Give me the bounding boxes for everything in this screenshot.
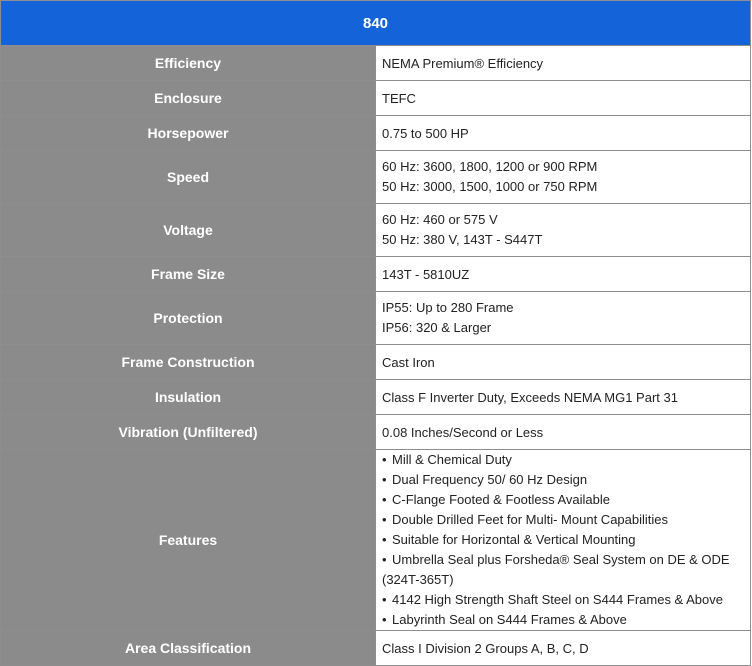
voltage-value: [376, 204, 751, 257]
insulation-value: Class F Inverter Duty, Exceeds NEMA MG1 Part 31: [376, 380, 751, 415]
list-item: • 4142 High Strength Shaft Steel on S444 Frames & Above: [382, 590, 744, 610]
row-enclosure: [1, 81, 751, 116]
features-label: Features: [1, 450, 376, 631]
area-classification-label: Area Classification: [1, 631, 376, 666]
list-item: • Dual Frequency 50/ 60 Hz Design: [382, 470, 744, 490]
protection-line-ip55: IP55: Up to 280 Frame: [382, 300, 514, 315]
row-insulation: [1, 380, 751, 415]
protection-line-ip56: IP56: 320 & Larger: [382, 320, 492, 335]
row-horsepower: [1, 116, 751, 151]
frame-construction-label: Frame Construction: [1, 345, 376, 380]
enclosure-label: Enclosure: [1, 81, 376, 116]
speed-line-50hz: 50 Hz: 3000, 1500, 1000 or 750 RPM: [382, 179, 598, 194]
row-speed: [1, 151, 751, 204]
row-frame-size: [1, 257, 751, 292]
efficiency-value: NEMA Premium® Efficiency: [376, 46, 751, 81]
row-voltage: [1, 204, 751, 257]
frame-size-value: 143T - 5810UZ: [376, 257, 751, 292]
speed-label: Speed: [1, 151, 376, 204]
vibration-value: 0.08 Inches/Second or Less: [376, 415, 751, 450]
list-item: • Umbrella Seal plus Forsheda® Seal System on DE & ODE (324T-365T): [382, 550, 744, 590]
insulation-label: Insulation: [1, 380, 376, 415]
row-area-classification: [1, 631, 751, 666]
features-value: [376, 450, 751, 631]
efficiency-label: Efficiency: [1, 46, 376, 81]
vibration-label: Vibration (Unfiltered): [1, 415, 376, 450]
row-protection: [1, 292, 751, 345]
row-vibration: [1, 415, 751, 450]
list-item: • Mill & Chemical Duty: [382, 450, 744, 470]
speed-line-60hz: 60 Hz: 3600, 1800, 1200 or 900 RPM: [382, 159, 598, 174]
frame-construction-value: Cast Iron: [376, 345, 751, 380]
frame-size-label: Frame Size: [1, 257, 376, 292]
enclosure-value: TEFC: [376, 81, 751, 116]
horsepower-value: 0.75 to 500 HP: [376, 116, 751, 151]
voltage-label: Voltage: [1, 204, 376, 257]
table-header-row: [1, 1, 751, 46]
list-item: • Labyrinth Seal on S444 Frames & Above: [382, 610, 744, 630]
list-item: • Double Drilled Feet for Multi- Mount Capabilities: [382, 510, 744, 530]
protection-label: Protection: [1, 292, 376, 345]
row-efficiency: [1, 46, 751, 81]
protection-value: [376, 292, 751, 345]
area-classification-value: Class I Division 2 Groups A, B, C, D: [376, 631, 751, 666]
features-list: [382, 450, 744, 630]
speed-value: [376, 151, 751, 204]
voltage-line-60hz: 60 Hz: 460 or 575 V: [382, 212, 498, 227]
list-item: • C-Flange Footed & Footless Available: [382, 490, 744, 510]
voltage-line-50hz: 50 Hz: 380 V, 143T - S447T: [382, 232, 543, 247]
row-frame-construction: [1, 345, 751, 380]
row-features: [1, 450, 751, 631]
list-item: • Suitable for Horizontal & Vertical Mounting: [382, 530, 744, 550]
table-title: 840: [1, 1, 751, 46]
horsepower-label: Horsepower: [1, 116, 376, 151]
